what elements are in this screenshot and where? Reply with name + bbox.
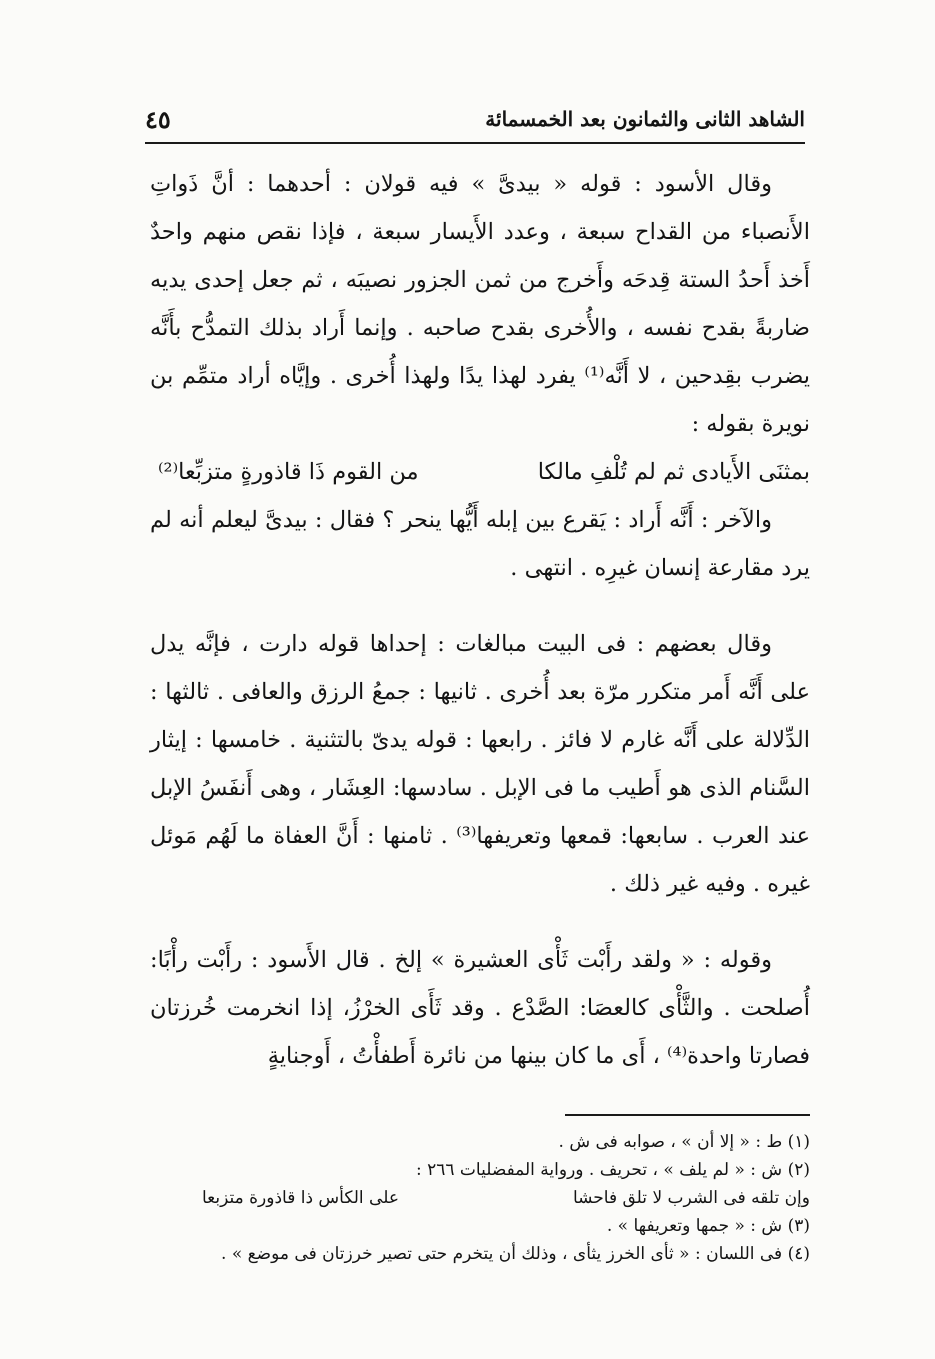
footnote-4: (٤) فى اللسان : « ثأى الخرز يثأى ، وذلك أن يتخرم حتى تصير خرزتان فى موضع » . — [221, 1244, 810, 1264]
poetry-verse — [150, 448, 810, 496]
footnote-3: (٣) ش : « جمها وتعريفها » . — [606, 1216, 810, 1236]
verse-second-hemistich: من القوم ذَا قاذورةٍ متزبِّعا⁽²⁾ — [158, 459, 419, 485]
footnote-verse-first: وإن تلقه فى الشرب لا تلق فاحشا — [572, 1188, 810, 1208]
paragraph-2: والآخر : أَنَّه أَراد : يَقرع بين إبله أَيُّها ينحر ؟ فقال : بيدىَّ ليعلم أنه لم يرد مقارعة إنسان غيرِه . انتهى . — [150, 507, 810, 581]
paragraph-4: وقوله : « ولقد رأَبْت ثَأْى العشيرة » إلخ . قال الأَسود : رأَبْت رأْبًا: أُصلحت . والثَّأْى كالعصَا: الصَّدْع . وقد ثَأَى الخرْزُ، إذا انخرمت خُرزتان فصارتا واحدة⁽⁴⁾ ، أَى ما كان بينها من نائرة أَطفأْتُ ، أَوجنايةٍ — [150, 947, 810, 1069]
page-header — [145, 96, 805, 144]
paragraph-3: وقال بعضهم : فى البيت مبالغات : إحداها قوله دارت ، فإنَّه يدل على أَنَّه أَمر متكرر مرّة بعد أُخرى . ثانيها : جمعُ الرزق والعافى . ثالثها : الدِّلالة على أَنَّه غارم لا فائز . رابعها : قوله يدىّ بالتثنية . خامسها : إيثار السَّنام الذى هو أَطيب ما فى الإبل . سادسها: العِشَار ، وهى أَنفَسُ الإبل عند العرب . سابعها: قمعها وتعريفها⁽³⁾ . ثامنها : أَنَّ العفاة ما لَهُم مَوئل غيره . وفيه غير ذلك . — [150, 631, 810, 897]
footnote-1: (١) ط : « إلا أن » ، صوابه فى ش . — [558, 1132, 810, 1152]
footnote-divider — [565, 1114, 810, 1116]
footnotes — [190, 1128, 810, 1268]
running-title: الشاهد الثانى والثمانون بعد الخمسمائة — [485, 107, 805, 131]
page-number: ٤٥ — [145, 104, 171, 134]
footnote-verse-second: على الكأس ذا قاذورة متزبعا — [202, 1188, 400, 1208]
footnote-verse — [190, 1184, 810, 1212]
main-text — [150, 160, 810, 1080]
paragraph-1: وقال الأسود : قوله « بيدىَّ » فيه قولان : أحدهما : أنَّ ذَواتِ الأَنصباء من القداح سبعة ، وعدد الأَيسار سبعة ، فإذا نقص منهم واحدٌ أَخذ أَحدُ الستة قِدحَه وأَخرج من ثمن الجزور نصيبَه ، ثم جعل إحدى يديه ضاربةً بقدح نفسه ، والأُخرى بقدح صاحبه . وإنما أَراد بذلك التمدُّح بأَنَّه يضرب بقِدحين ، لا أَنَّه⁽¹⁾ يفرد لهذا يدًا ولهذا أُخرى . وإيَّاه أراد متمِّم بن نويرة بقوله : — [150, 171, 810, 437]
footnote-2: (٢) ش : « لم يلف » ، تحريف . ورواية المفضليات ٢٦٦ : — [415, 1160, 810, 1180]
verse-first-hemistich: بمثنَى الأَيادى ثم لم تُلْفِ مالكا — [537, 459, 810, 485]
